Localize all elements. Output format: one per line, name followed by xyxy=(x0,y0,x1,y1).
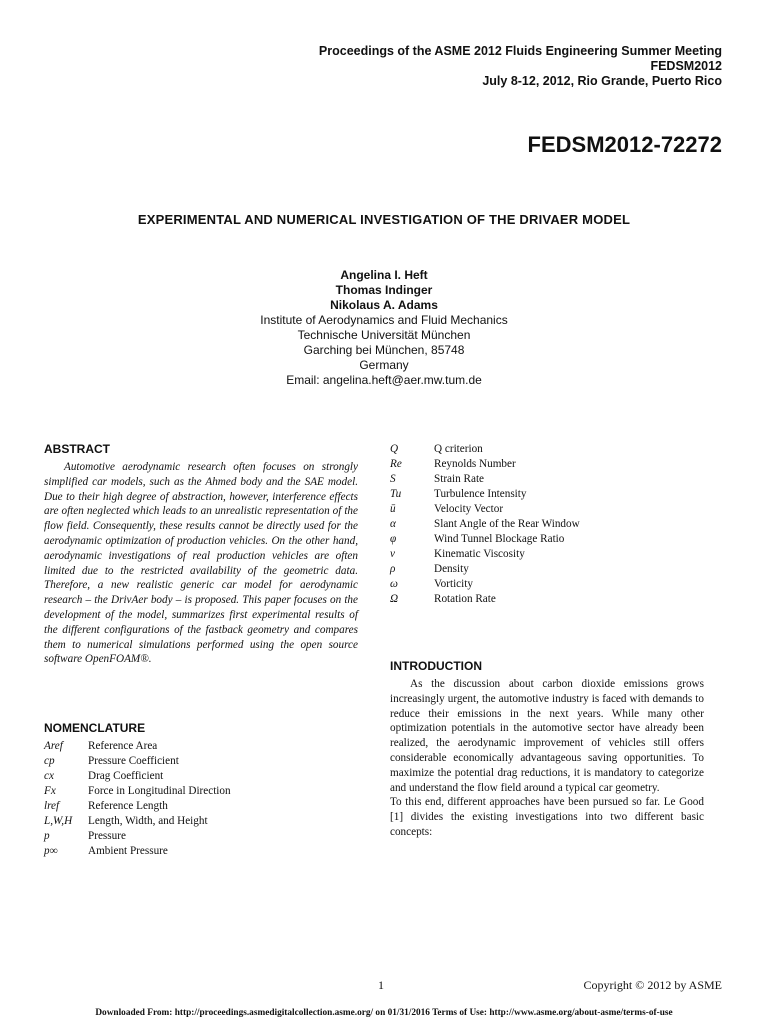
proceedings-header xyxy=(319,44,722,89)
nomenclature-definition: Kinematic Viscosity xyxy=(434,548,525,560)
nomenclature-row xyxy=(44,769,358,784)
copyright-notice: Copyright © 2012 by ASME xyxy=(583,978,722,992)
introduction-paragraph: As the discussion about carbon dioxide emissions grows increasingly urgent, the automotive industry is faced with demands to reduce their emissions in the next years. While many other optimization potentials in the automotive sector have already been realized, the aerodynamic improvement of vehicles still offers considerable economically advantageous saving opportunities. To maximize the potential drag reductions, it is mandatory to categorize and understand the flow field around a typical car geometry. xyxy=(390,678,704,794)
nomenclature-row xyxy=(44,799,358,814)
nomenclature-row xyxy=(390,592,704,607)
nomenclature-definition: Velocity Vector xyxy=(434,503,504,515)
nomenclature-row xyxy=(390,502,704,517)
affiliation-line: Garching bei München, 85748 xyxy=(303,343,465,357)
introduction-paragraph: To this end, different approaches have been pursued so far. Le Good [1] divides the existing investigations into two different basic concepts: xyxy=(390,796,704,838)
nomenclature-symbol: Aref xyxy=(44,740,63,752)
author-email[interactable]: Email: angelina.heft@aer.mw.tum.de xyxy=(286,373,482,387)
author-name: Thomas Indinger xyxy=(335,283,433,297)
nomenclature-symbol: ρ xyxy=(390,563,396,575)
nomenclature-continued xyxy=(390,442,704,607)
affiliation-line: Germany xyxy=(359,358,409,372)
nomenclature-symbol: p xyxy=(44,830,50,842)
nomenclature-definition: Force in Longitudinal Direction xyxy=(88,785,231,797)
nomenclature-symbol: ū xyxy=(390,503,396,515)
nomenclature-heading: NOMENCLATURE xyxy=(44,721,146,735)
nomenclature-row xyxy=(390,562,704,577)
nomenclature-definition: Reference Length xyxy=(88,800,168,812)
nomenclature-definition: Vorticity xyxy=(434,578,473,590)
nomenclature-definition: Reference Area xyxy=(88,740,158,752)
nomenclature-symbol: φ xyxy=(390,533,397,545)
abstract-text: Automotive aerodynamic research often focuses on strongly simplified car models, such as the Ahmed body and the SAE model. Due to their high degree of abstraction, however, interference effects are often neglected which leads to an unrealistic representation of the flow field. Consequently, these results cannot be directly used for the aerodynamic optimization of production vehicles. On the other hand, aerodynamic investigations of real production vehicles are often limited due to the restricted availability of the geometric data. Therefore, a new realistic generic car model for aerodynamic research – the DrivAer body – is proposed. This paper focuses on the development of the model, summarizes first experimental results of the different configurations of the fastback geometry and compares them to numerical simulations performed using the open source software OpenFOAM®. xyxy=(44,461,358,666)
nomenclature-definition: Drag Coefficient xyxy=(88,770,164,782)
nomenclature-row xyxy=(390,532,704,547)
nomenclature-symbol: ν xyxy=(390,548,395,560)
nomenclature-row xyxy=(390,487,704,502)
author-name: Nikolaus A. Adams xyxy=(330,298,438,312)
introduction-section xyxy=(390,659,704,840)
paper-id: FEDSM2012-72272 xyxy=(527,132,722,157)
nomenclature-definition: Turbulence Intensity xyxy=(434,488,527,500)
nomenclature-symbol: cp xyxy=(44,755,55,767)
nomenclature-definition: Length, Width, and Height xyxy=(88,815,208,827)
nomenclature-row xyxy=(390,472,704,487)
nomenclature-row xyxy=(44,829,358,844)
nomenclature-symbol: Ω xyxy=(390,593,399,605)
nomenclature-row xyxy=(390,457,704,472)
author-block xyxy=(0,268,768,388)
conference-date-location: July 8-12, 2012, Rio Grande, Puerto Rico xyxy=(482,74,722,88)
nomenclature-definition: Slant Angle of the Rear Window xyxy=(434,518,580,530)
nomenclature-row xyxy=(390,577,704,592)
abstract-heading: ABSTRACT xyxy=(44,442,110,456)
nomenclature-symbol: Re xyxy=(390,458,402,470)
nomenclature-row xyxy=(390,547,704,562)
nomenclature-definition: Density xyxy=(434,563,469,575)
nomenclature-definition: Pressure Coefficient xyxy=(88,755,179,767)
nomenclature-row xyxy=(390,517,704,532)
nomenclature-symbol: lref xyxy=(44,800,60,812)
nomenclature-row xyxy=(390,442,704,457)
nomenclature-symbol: Fx xyxy=(44,785,56,797)
nomenclature-definition: Reynolds Number xyxy=(434,458,516,470)
nomenclature-definition: Q criterion xyxy=(434,443,483,455)
nomenclature-symbol: cx xyxy=(44,770,54,782)
nomenclature-row xyxy=(44,739,358,754)
introduction-heading: INTRODUCTION xyxy=(390,659,482,673)
nomenclature-row xyxy=(44,784,358,799)
author-name: Angelina I. Heft xyxy=(340,268,428,282)
proceedings-title: Proceedings of the ASME 2012 Fluids Engineering Summer Meeting xyxy=(318,44,722,58)
nomenclature-symbol: Q xyxy=(390,443,399,455)
nomenclature-symbol: L,W,H xyxy=(44,815,73,827)
nomenclature-list-left xyxy=(44,739,358,859)
affiliation-line: Institute of Aerodynamics and Fluid Mechanics xyxy=(260,313,508,327)
nomenclature-definition: Ambient Pressure xyxy=(88,845,168,857)
nomenclature-symbol: ω xyxy=(390,578,398,590)
nomenclature-row xyxy=(44,844,358,859)
download-notice[interactable]: Downloaded From: http://proceedings.asmedigitalcollection.asme.org/ on 01/31/2016 Terms of Use: http://www.asme.org/about-asme/terms-of-use xyxy=(95,1008,673,1018)
abstract-section xyxy=(44,442,358,667)
nomenclature-list-right xyxy=(390,442,704,607)
nomenclature-symbol: Tu xyxy=(390,488,402,500)
page-number: 1 xyxy=(378,978,384,992)
conference-code: FEDSM2012 xyxy=(650,59,722,73)
nomenclature-row xyxy=(44,754,358,769)
nomenclature-section xyxy=(44,721,358,859)
nomenclature-symbol: α xyxy=(390,518,396,530)
nomenclature-definition: Pressure xyxy=(88,830,126,842)
nomenclature-definition: Wind Tunnel Blockage Ratio xyxy=(434,533,565,545)
nomenclature-definition: Rotation Rate xyxy=(434,593,496,605)
nomenclature-symbol: p∞ xyxy=(44,845,58,857)
affiliation-line: Technische Universität München xyxy=(297,328,471,342)
paper-title: EXPERIMENTAL AND NUMERICAL INVESTIGATION OF THE DRIVAER MODEL xyxy=(137,212,631,227)
nomenclature-row xyxy=(44,814,358,829)
nomenclature-definition: Strain Rate xyxy=(434,473,485,485)
nomenclature-symbol: S xyxy=(390,473,396,485)
